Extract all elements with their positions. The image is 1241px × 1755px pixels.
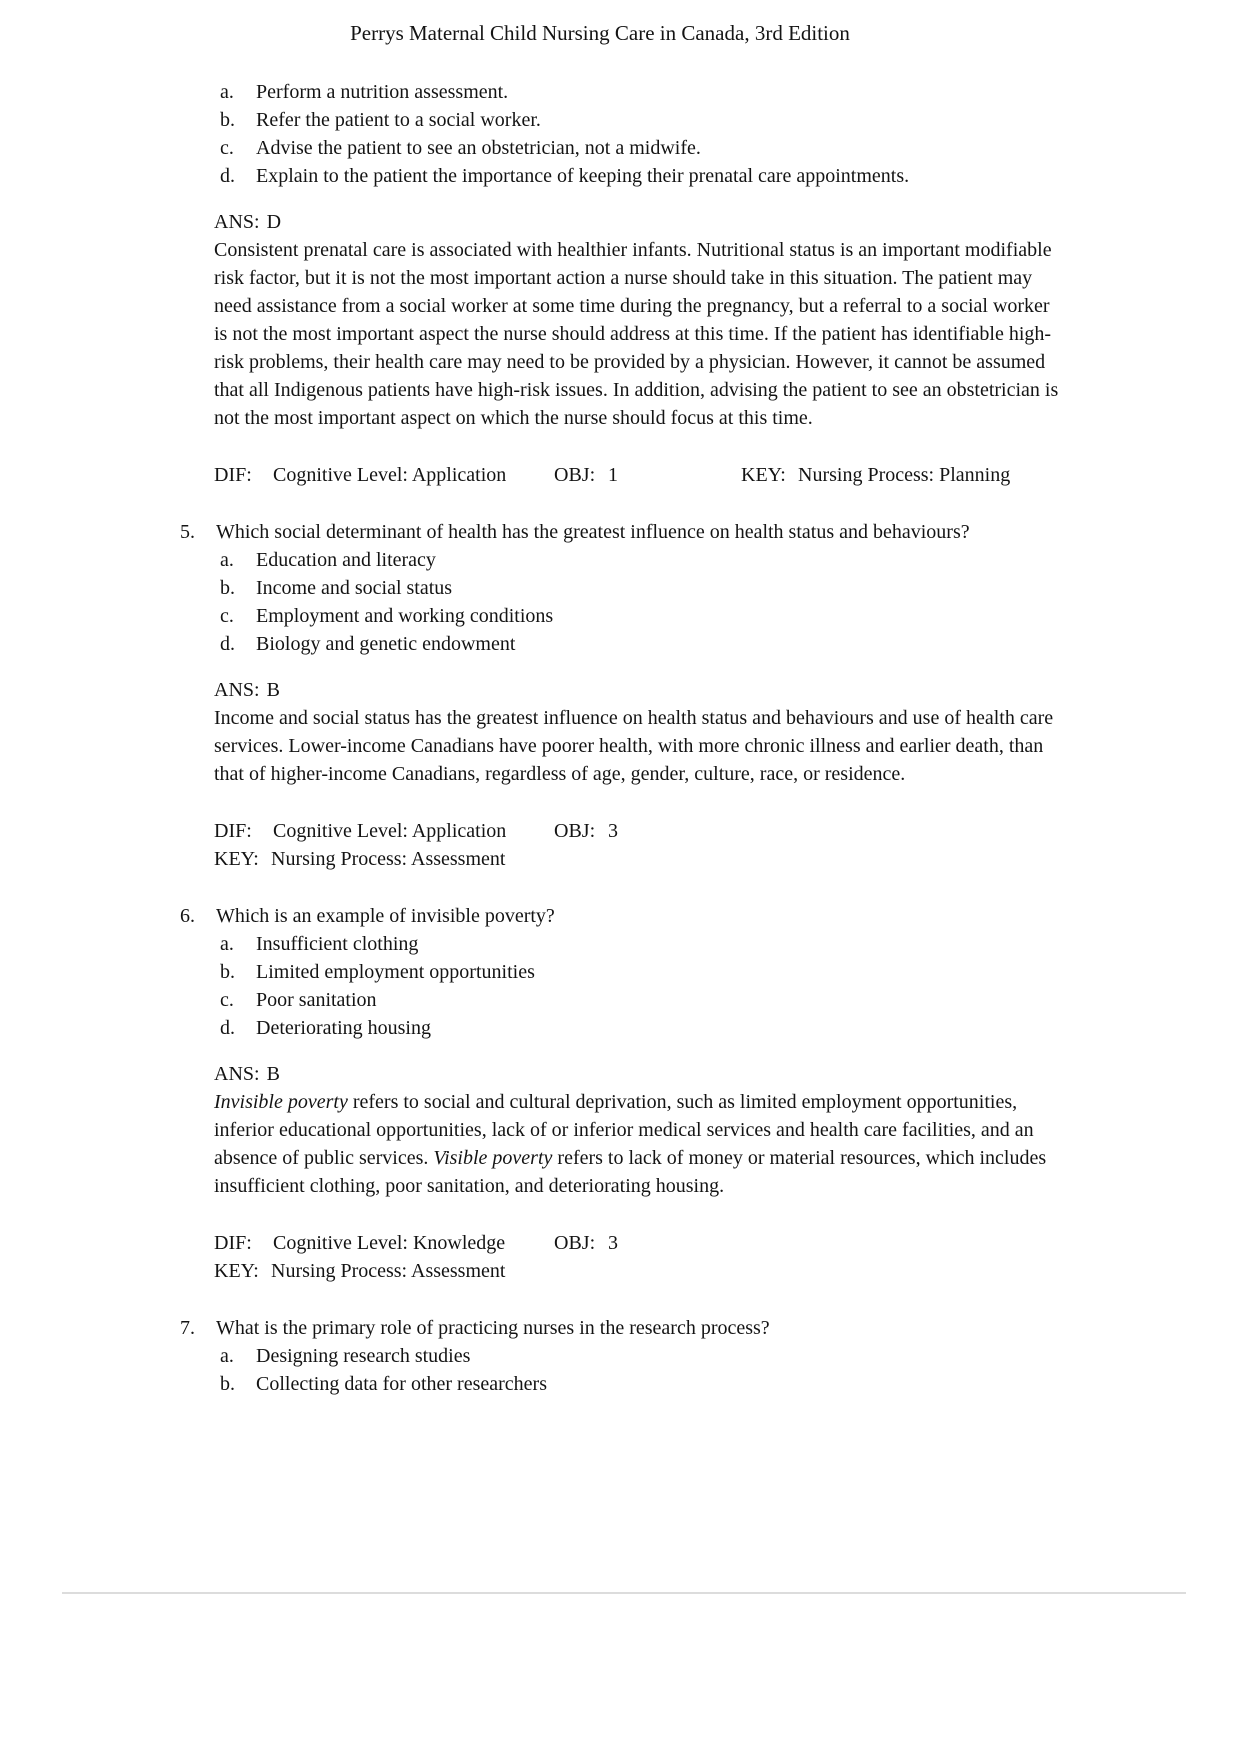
option-text: Income and social status xyxy=(256,577,453,599)
question-block xyxy=(0,902,1241,1285)
option-letter: d. xyxy=(220,165,235,187)
meta-cell-key xyxy=(214,1257,505,1285)
page-header xyxy=(0,0,1200,48)
meta-label: KEY: xyxy=(214,848,259,870)
rationale-text xyxy=(214,1088,1059,1200)
meta-section xyxy=(214,461,1241,489)
option-text: Designing research studies xyxy=(256,1345,471,1367)
option-letter: a. xyxy=(220,549,234,571)
rationale-run: refers to lack of money or material resources, which includes insufficient clothing, poor sanitation, and deteriorating housing. xyxy=(214,1147,1047,1197)
meta-label: DIF: xyxy=(214,820,252,842)
meta-value: Nursing Process: Assessment xyxy=(271,1260,506,1282)
question-number: 5. xyxy=(180,521,195,543)
meta-label: KEY: xyxy=(741,464,786,486)
option-text: Perform a nutrition assessment. xyxy=(256,81,509,103)
option-row xyxy=(0,986,1241,1014)
meta-value: Cognitive Level: Application xyxy=(273,820,507,842)
meta-label: KEY: xyxy=(214,1260,259,1282)
meta-value: 1 xyxy=(608,464,618,486)
document-content xyxy=(0,78,1241,1398)
meta-label: OBJ: xyxy=(554,820,596,842)
answer-letter: B xyxy=(266,1063,280,1085)
rationale-run: Income and social status has the greatest influence on health status and behaviours and use of health care services. Lower-income Canadians have poorer health, with more chronic illness and earlier death, than that of higher-income Canadians, regardless of age, gender, culture, race, or residence. xyxy=(214,707,1054,785)
answer-section xyxy=(214,676,1241,788)
option-text: Limited employment opportunities xyxy=(256,961,535,983)
option-row xyxy=(0,1014,1241,1042)
meta-line xyxy=(214,817,1241,845)
meta-value: 3 xyxy=(608,820,618,842)
meta-cell-obj xyxy=(554,1229,741,1257)
answer-label: ANS: xyxy=(214,1063,260,1085)
option-row xyxy=(0,546,1241,574)
option-text: Refer the patient to a social worker. xyxy=(256,109,541,131)
meta-cell-key xyxy=(214,845,505,873)
option-row xyxy=(0,1370,1241,1398)
rationale-run: refers to social and cultural deprivation, such as limited employment opportunities, inferior educational opportunities, lack of or inferior medical services and health care facilities, and an absence of public services. xyxy=(214,1091,1034,1169)
meta-line xyxy=(214,845,1241,873)
question-block xyxy=(0,518,1241,873)
meta-value: 3 xyxy=(608,1232,618,1254)
meta-value: Nursing Process: Assessment xyxy=(271,848,506,870)
answer-section xyxy=(214,1060,1241,1200)
option-text: Poor sanitation xyxy=(256,989,377,1011)
answer-label: ANS: xyxy=(214,679,260,701)
option-text: Employment and working conditions xyxy=(256,605,554,627)
answer-line xyxy=(214,208,1241,236)
option-letter: d. xyxy=(220,1017,235,1039)
option-letter: b. xyxy=(220,961,235,983)
meta-section xyxy=(214,817,1241,873)
rationale-text xyxy=(214,704,1059,788)
meta-value: Cognitive Level: Knowledge xyxy=(273,1232,506,1254)
option-row xyxy=(0,1342,1241,1370)
rationale-run: Consistent prenatal care is associated with healthier infants. Nutritional status is an important modifiable risk factor, but it is not the most important action a nurse should take in this situation. The patient may need assistance from a social worker at some time during the pregnancy, but a referral to a social worker is not the most important aspect the nurse should address at this time. If the patient has identifiable high-risk problems, their health care may need to be provided by a physician. However, it cannot be assumed that all Indigenous patients have high-risk issues. In addition, advising the patient to see an obstetrician is not the most important aspect on which the nurse should focus at this time. xyxy=(214,239,1059,429)
meta-cell-dif xyxy=(214,817,554,845)
meta-line xyxy=(214,461,1241,489)
answer-label: ANS: xyxy=(214,211,260,233)
meta-cell-dif xyxy=(214,461,554,489)
meta-cell-obj xyxy=(554,461,741,489)
meta-cell-key xyxy=(741,461,1010,489)
option-row xyxy=(0,162,1241,190)
meta-label: DIF: xyxy=(214,1232,252,1254)
meta-line xyxy=(214,1257,1241,1285)
option-letter: c. xyxy=(220,989,234,1011)
answer-section xyxy=(214,208,1241,432)
options-list xyxy=(0,78,1241,190)
question-text: What is the primary role of practicing nurses in the research process? xyxy=(216,1317,770,1339)
option-text: Explain to the patient the importance of keeping their prenatal care appointments. xyxy=(256,165,910,187)
option-letter: b. xyxy=(220,577,235,599)
meta-section xyxy=(214,1229,1241,1285)
question-block xyxy=(0,1314,1241,1398)
option-row xyxy=(0,958,1241,986)
option-letter: c. xyxy=(220,605,234,627)
meta-value: Cognitive Level: Application xyxy=(273,464,507,486)
option-row xyxy=(0,930,1241,958)
option-text: Deteriorating housing xyxy=(256,1017,431,1039)
meta-value: Nursing Process: Planning xyxy=(798,464,1011,486)
meta-label: DIF: xyxy=(214,464,252,486)
rationale-run: Visible poverty xyxy=(433,1147,553,1169)
footer-divider xyxy=(62,1592,1186,1594)
option-letter: d. xyxy=(220,633,235,655)
option-row xyxy=(0,106,1241,134)
option-row xyxy=(0,630,1241,658)
option-text: Education and literacy xyxy=(256,549,436,571)
option-text: Biology and genetic endowment xyxy=(256,633,516,655)
question-head xyxy=(0,902,1241,930)
meta-cell-obj xyxy=(554,817,741,845)
option-letter: c. xyxy=(220,137,234,159)
option-row xyxy=(0,602,1241,630)
option-letter: b. xyxy=(220,1373,235,1395)
answer-line xyxy=(214,676,1241,704)
option-letter: b. xyxy=(220,109,235,131)
question-block xyxy=(0,78,1241,489)
options-list xyxy=(0,930,1241,1042)
option-text: Insufficient clothing xyxy=(256,933,419,955)
page-title: Perrys Maternal Child Nursing Care in Canada, 3rd Edition xyxy=(350,21,850,45)
option-row xyxy=(0,134,1241,162)
answer-line xyxy=(214,1060,1241,1088)
meta-line xyxy=(214,1229,1241,1257)
question-text: Which social determinant of health has the greatest influence on health status and behaviours? xyxy=(216,521,970,543)
rationale-run: Invisible poverty xyxy=(214,1091,348,1113)
options-list xyxy=(0,546,1241,658)
meta-label: OBJ: xyxy=(554,464,596,486)
option-letter: a. xyxy=(220,933,234,955)
option-letter: a. xyxy=(220,81,234,103)
question-text: Which is an example of invisible poverty? xyxy=(216,905,555,927)
question-head xyxy=(0,1314,1241,1342)
option-text: Advise the patient to see an obstetrician, not a midwife. xyxy=(256,137,701,159)
question-number: 6. xyxy=(180,905,195,927)
meta-label: OBJ: xyxy=(554,1232,596,1254)
option-row xyxy=(0,78,1241,106)
option-letter: a. xyxy=(220,1345,234,1367)
options-list xyxy=(0,1342,1241,1398)
option-text: Collecting data for other researchers xyxy=(256,1373,547,1395)
answer-letter: B xyxy=(266,679,280,701)
answer-letter: D xyxy=(266,211,282,233)
rationale-text xyxy=(214,236,1059,432)
option-row xyxy=(0,574,1241,602)
meta-cell-dif xyxy=(214,1229,554,1257)
question-head xyxy=(0,518,1241,546)
question-number: 7. xyxy=(180,1317,195,1339)
